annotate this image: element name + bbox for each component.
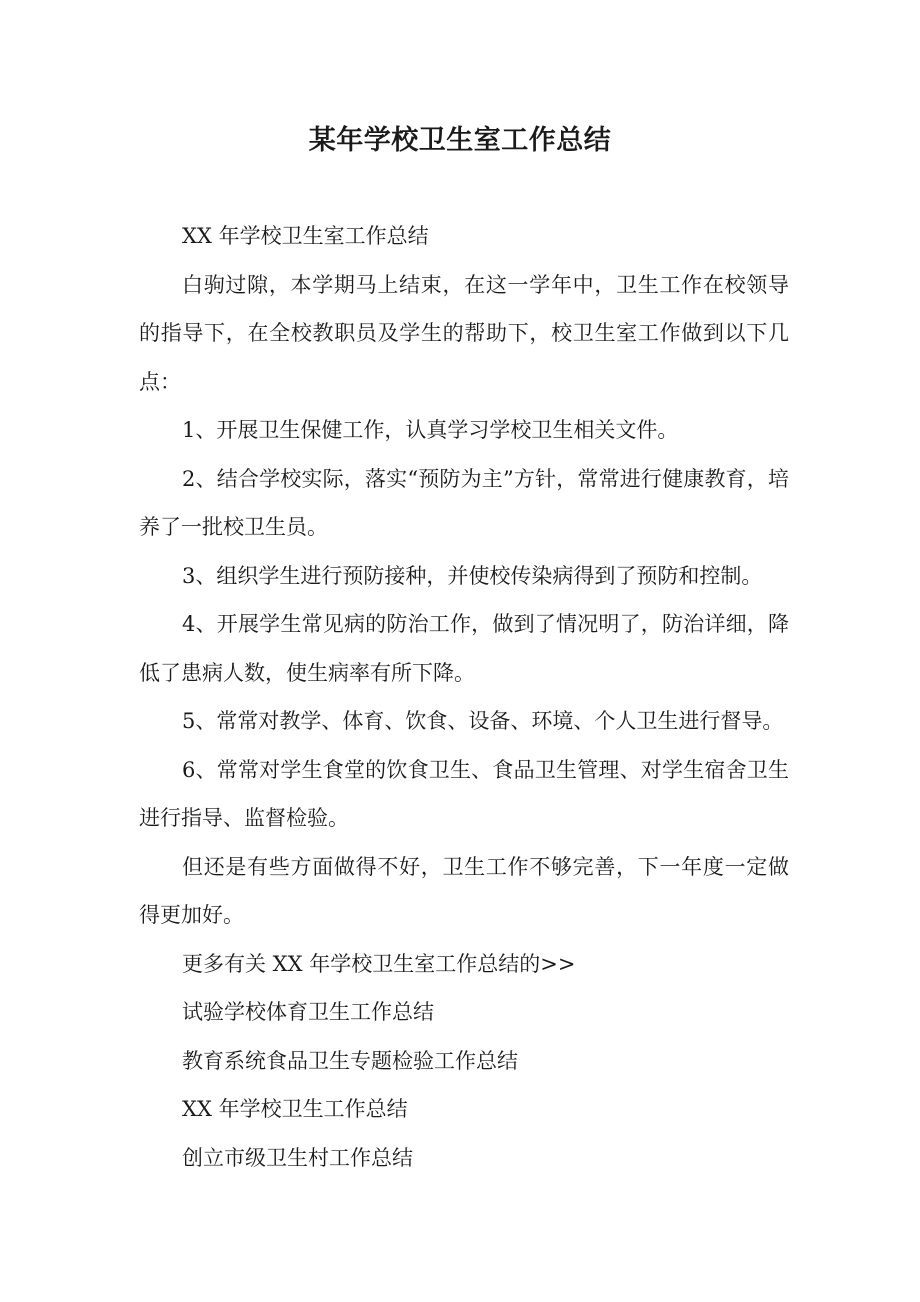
related-link-2[interactable]: 教育系统食品卫生专题检验工作总结 <box>182 1048 518 1073</box>
paragraph-item-5: 5、常常对教学、体育、饮食、设备、环境、个人卫生进行督导。 <box>182 709 784 733</box>
paragraph-item-4: 4、开展学生常见病的防治工作，做到了情况明了，防治详细，降低了患病人数，使生病率有所下降。 <box>139 612 789 685</box>
document-body <box>139 212 789 1182</box>
related-link-3[interactable]: XX 年学校卫生工作总结 <box>182 1097 408 1121</box>
paragraph-item-6: 6、常常对学生食堂的饮食卫生、食品卫生管理、对学生宿舍卫生进行指导、监督检验。 <box>139 757 789 830</box>
paragraph-conclusion: 但还是有些方面做得不好，卫生工作不够完善，下一年度一定做得更加好。 <box>139 854 789 927</box>
related-link-more[interactable]: 更多有关 XX 年学校卫生室工作总结的>> <box>182 951 576 976</box>
related-link-1[interactable]: 试验学校体育卫生工作总结 <box>182 1000 434 1024</box>
paragraph-intro: 白驹过隙，本学期马上结束，在这一学年中，卫生工作在校领导的指导下，在全校教职员及学生的帮助下，校卫生室工作做到以下几点： <box>139 272 789 394</box>
document-title: 某年学校卫生室工作总结 <box>308 125 612 156</box>
paragraph-item-3: 3、组织学生进行预防接种，并使校传染病得到了预防和控制。 <box>182 563 763 588</box>
paragraph-subtitle: XX 年学校卫生室工作总结 <box>182 224 429 248</box>
related-link-4[interactable]: 创立市级卫生村工作总结 <box>182 1145 413 1170</box>
paragraph-item-1: 1、开展卫生保健工作，认真学习学校卫生相关文件。 <box>182 418 679 442</box>
paragraph-item-2: 2、结合学校实际，落实“预防为主”方针，常常进行健康教育，培养了一批校卫生员。 <box>139 466 789 539</box>
